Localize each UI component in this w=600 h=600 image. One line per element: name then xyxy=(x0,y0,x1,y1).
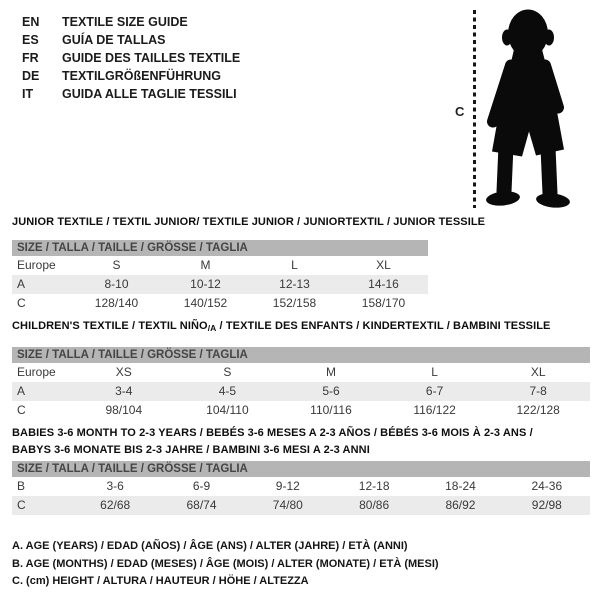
language-code: IT xyxy=(22,87,34,101)
size-cell: 3-4 xyxy=(115,384,133,398)
size-cell: 8-10 xyxy=(104,277,129,291)
language-row-de xyxy=(22,67,240,85)
language-code: FR xyxy=(22,51,39,65)
footnote-a: A. AGE (YEARS) / EDAD (AÑOS) / ÂGE (ANS) / ALTER (JAHRE) / ETÀ (ANNI) xyxy=(12,540,408,552)
size-cell: 12-18 xyxy=(358,479,390,493)
size-cell: 62/68 xyxy=(100,498,131,512)
language-title: TEXTILGRÖßENFÜHRUNG xyxy=(62,69,222,83)
size-cell: 14-16 xyxy=(368,277,399,291)
row-label: B xyxy=(17,479,26,493)
row-label: A xyxy=(17,277,26,291)
size-row-europe xyxy=(12,256,428,275)
language-row-es xyxy=(22,31,240,49)
language-row-en xyxy=(22,13,240,31)
size-cell: XS xyxy=(115,365,132,379)
junior-size-table xyxy=(12,240,428,313)
size-cell: 122/128 xyxy=(516,403,560,417)
footnote-c: C. (cm) HEIGHT / ALTURA / HAUTEUR / HÖHE / ALTEZZA xyxy=(12,575,309,587)
language-code: EN xyxy=(22,15,40,29)
size-cell: 7-8 xyxy=(529,384,547,398)
size-cell: 128/140 xyxy=(94,296,139,310)
language-list xyxy=(22,13,240,103)
size-cell: 24-36 xyxy=(531,479,563,493)
size-cell: 9-12 xyxy=(275,479,300,493)
footnotes xyxy=(12,538,439,591)
size-cell: 12-13 xyxy=(279,277,310,291)
babies-section-heading-line1: BABIES 3-6 MONTH TO 2-3 YEARS / BEBÉS 3-6 MESES A 2-3 AÑOS / BÉBÉS 3-6 MOIS À 2-3 ANS / xyxy=(12,427,533,439)
row-label: C xyxy=(17,403,26,417)
row-label: C xyxy=(17,498,26,512)
size-row-c xyxy=(12,401,590,420)
size-cell: 6-7 xyxy=(425,384,444,398)
language-title: GUIDE DES TAILLES TEXTILE xyxy=(62,51,241,65)
children-heading-post: / TEXTILE DES ENFANTS / KINDERTEXTIL / BAMBINI TESSILE xyxy=(216,320,551,332)
language-title: GUIDA ALLE TAGLIE TESSILI xyxy=(62,87,237,101)
size-row-europe xyxy=(12,363,590,382)
size-cell: XL xyxy=(530,365,546,379)
row-label: C xyxy=(17,296,26,310)
size-cell: L xyxy=(431,365,438,379)
row-label: Europe xyxy=(17,258,56,272)
size-row-a xyxy=(12,382,590,401)
row-label: Europe xyxy=(17,365,56,379)
size-cell: L xyxy=(291,258,298,272)
language-row-fr xyxy=(22,49,240,67)
children-size-table xyxy=(12,347,590,420)
footnote-b: B. AGE (MONTHS) / EDAD (MESES) / ÂGE (MOIS) / ALTER (MONATE) / ETÀ (MESI) xyxy=(12,557,439,570)
size-cell: 152/158 xyxy=(272,296,317,310)
size-cell: 6-9 xyxy=(192,479,211,493)
size-cell: 80/86 xyxy=(359,498,390,512)
size-cell: 74/80 xyxy=(272,498,303,512)
height-measure-label-c: C xyxy=(455,104,465,119)
size-cell: 104/110 xyxy=(206,403,249,417)
size-row-c xyxy=(12,294,428,313)
size-cell: 5-6 xyxy=(322,384,340,398)
children-heading-pre: CHILDREN'S TEXTILE / TEXTIL NIÑO xyxy=(12,320,208,332)
babies-section-heading-line2: BABYS 3-6 MONATE BIS 2-3 JAHRE / BAMBINI 3-6 MESI A 2-3 ANNI xyxy=(12,444,370,456)
size-cell: 18-24 xyxy=(445,479,476,493)
size-cell: 92/98 xyxy=(531,498,562,512)
size-cell: 10-12 xyxy=(190,277,221,291)
children-heading-subscript: /A xyxy=(207,323,217,333)
size-cell: M xyxy=(200,258,211,272)
size-table-header: SIZE / TALLA / TAILLE / GRÖSSE / TAGLIA xyxy=(12,240,428,256)
size-row-a xyxy=(12,275,428,294)
size-cell: XL xyxy=(376,258,391,272)
size-cell: 116/122 xyxy=(413,403,456,417)
size-cell: M xyxy=(325,365,336,379)
size-cell: S xyxy=(223,365,232,379)
size-cell: 68/74 xyxy=(186,498,217,512)
language-row-it xyxy=(22,85,240,103)
size-row-b xyxy=(12,477,590,496)
size-cell: 86/92 xyxy=(445,498,476,512)
size-table-header: SIZE / TALLA / TAILLE / GRÖSSE / TAGLIA xyxy=(12,461,590,477)
babies-size-table xyxy=(12,461,590,515)
language-code: ES xyxy=(22,33,39,47)
language-code: DE xyxy=(22,69,40,83)
size-cell: 140/152 xyxy=(183,296,228,310)
size-cell: 4-5 xyxy=(218,384,237,398)
size-row-c xyxy=(12,496,590,515)
size-cell: 98/104 xyxy=(105,403,143,417)
size-cell: 110/116 xyxy=(310,403,352,417)
baby-silhouette-icon xyxy=(484,7,576,210)
height-measure-dashed-line xyxy=(473,10,476,208)
size-cell: S xyxy=(112,258,121,272)
size-table-header: SIZE / TALLA / TAILLE / GRÖSSE / TAGLIA xyxy=(12,347,590,363)
language-title: TEXTILE SIZE GUIDE xyxy=(62,15,188,29)
children-section-heading xyxy=(12,320,551,333)
row-label: A xyxy=(17,384,26,398)
junior-section-heading: JUNIOR TEXTILE / TEXTIL JUNIOR/ TEXTILE JUNIOR / JUNIORTEXTIL / JUNIOR TESSILE xyxy=(12,216,486,228)
size-cell: 3-6 xyxy=(106,479,124,493)
language-title: GUÍA DE TALLAS xyxy=(62,33,166,47)
size-cell: 158/170 xyxy=(361,296,406,310)
